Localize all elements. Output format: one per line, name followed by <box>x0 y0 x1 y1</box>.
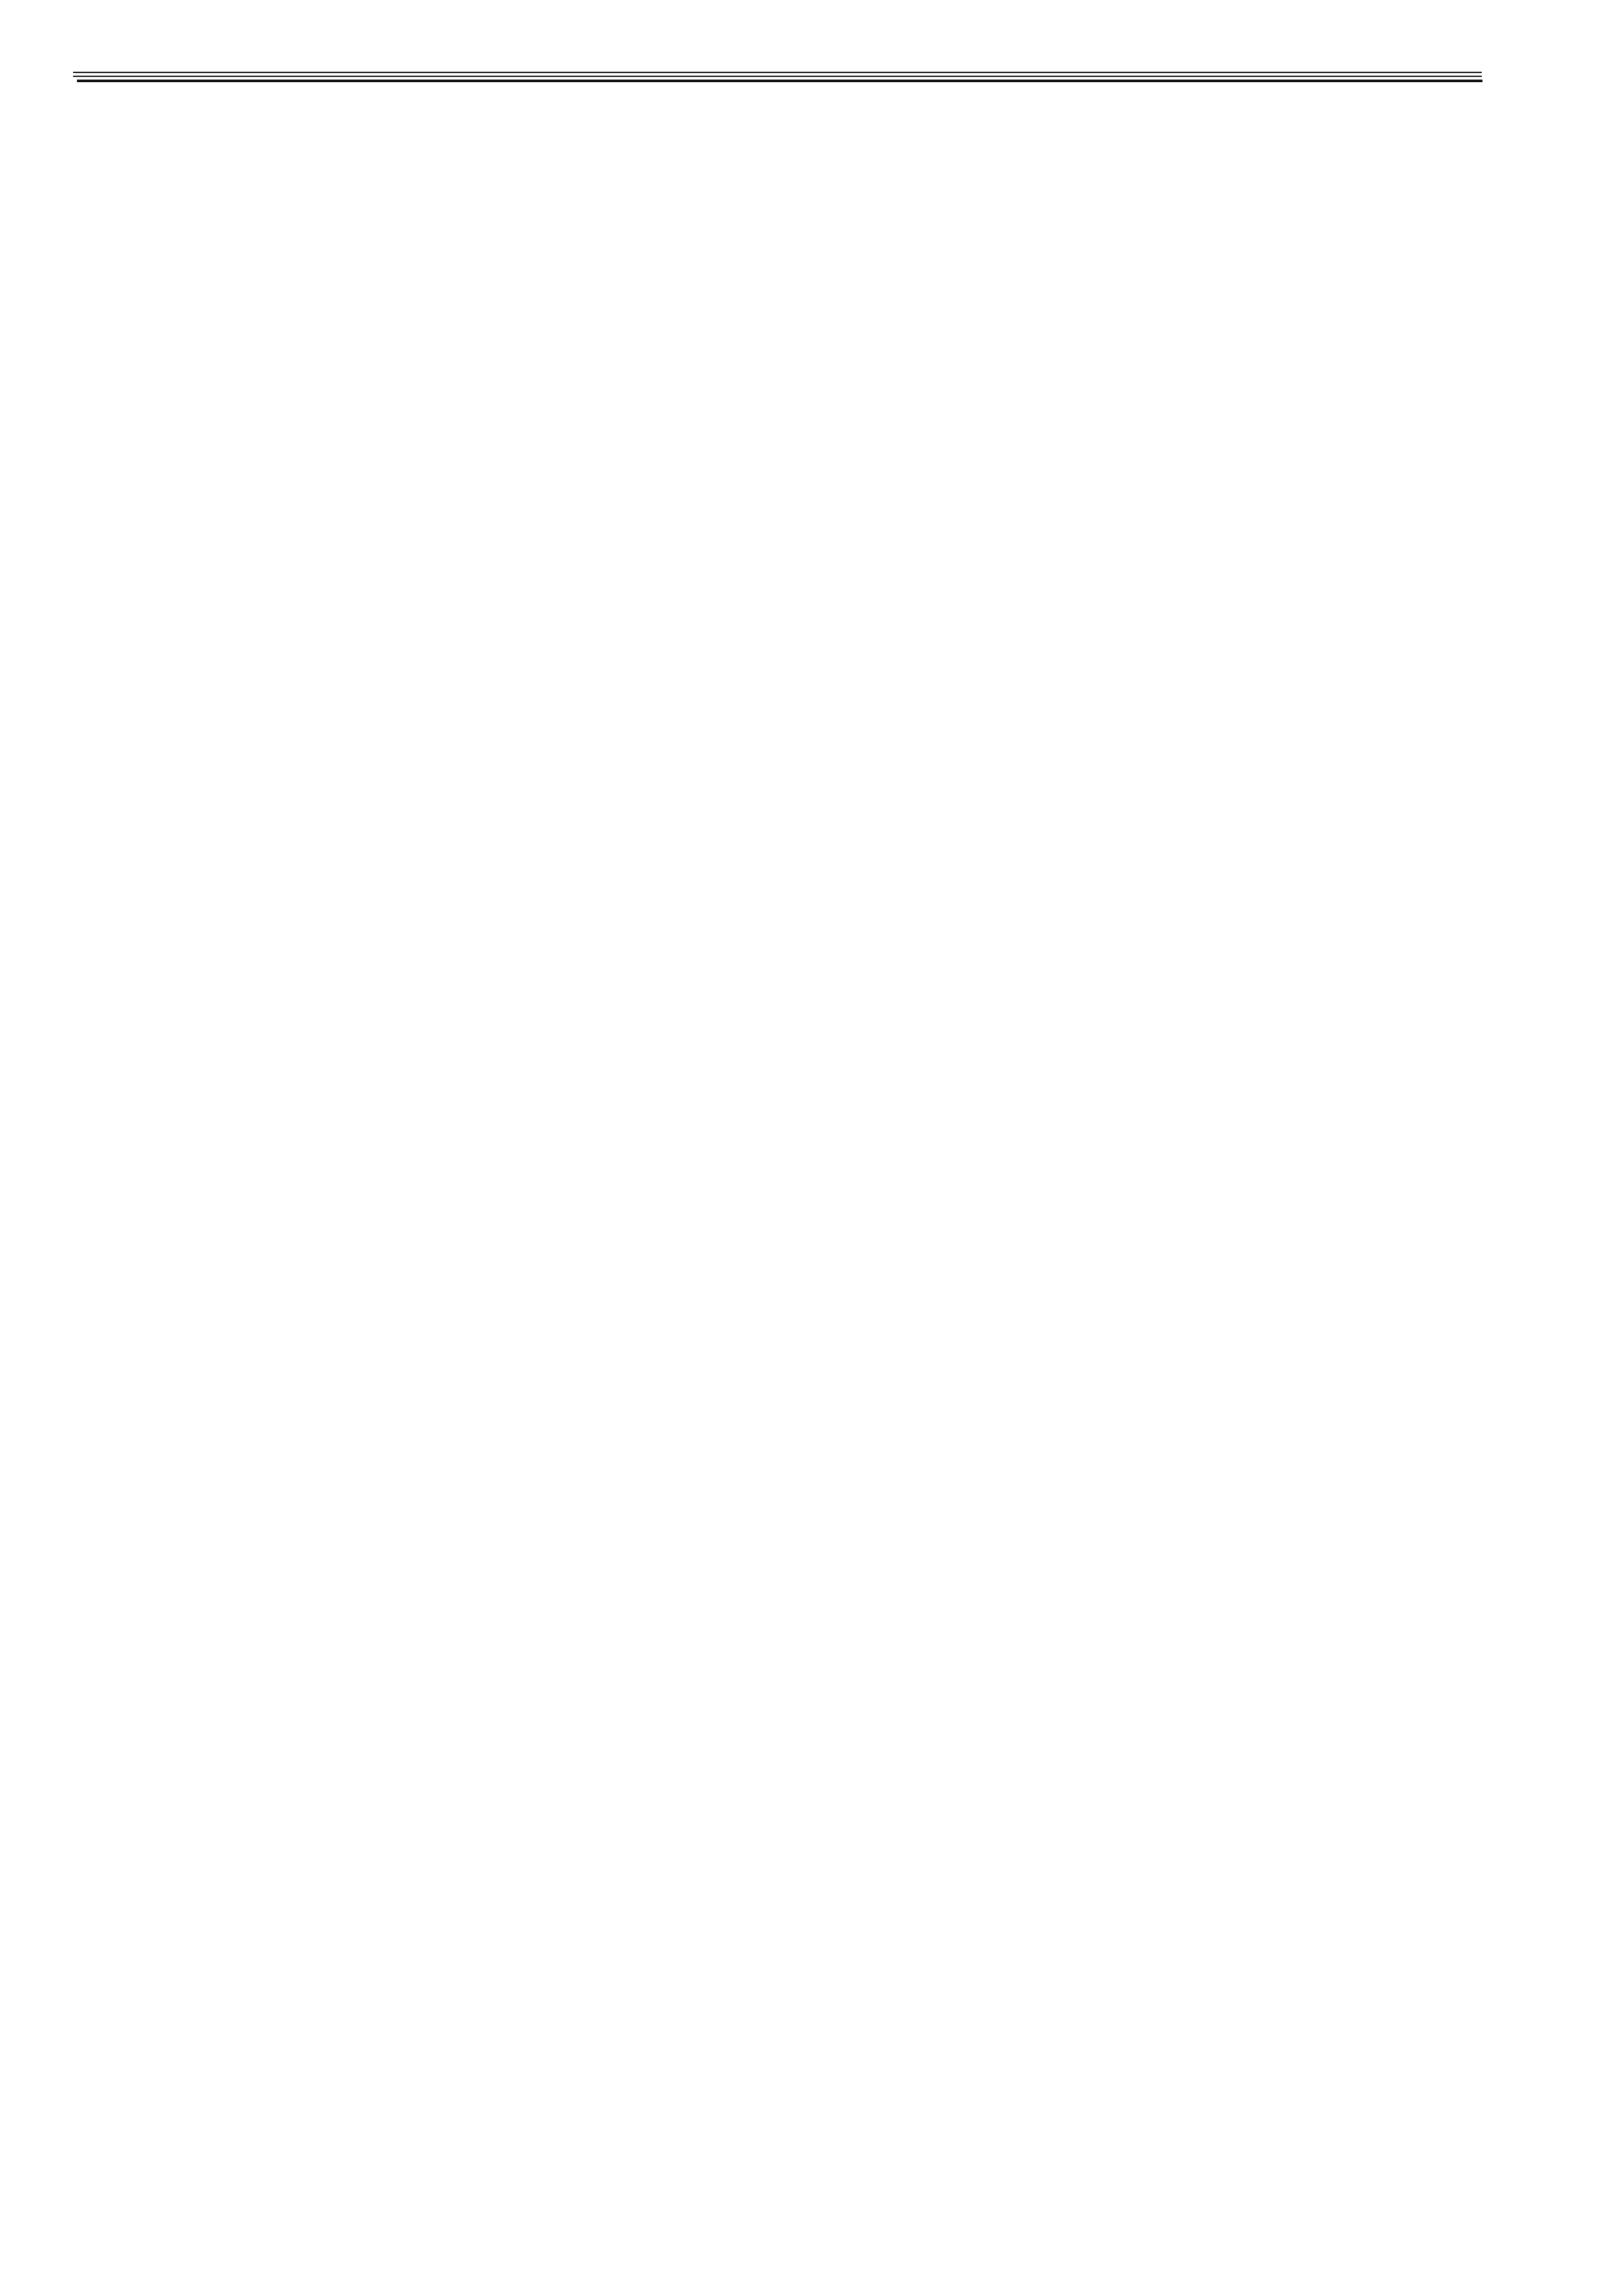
header-rule-double <box>73 76 1482 77</box>
header-rule <box>73 72 1482 73</box>
col-num <box>247 80 535 82</box>
col-num <box>1214 80 1355 82</box>
col-num <box>1355 80 1482 82</box>
col-num <box>78 80 247 82</box>
col-num <box>535 80 645 82</box>
column-number-row <box>78 80 1482 82</box>
col-num <box>645 80 794 82</box>
table-body <box>78 80 1482 82</box>
col-num <box>1074 80 1214 82</box>
col-num <box>794 80 934 82</box>
col-num <box>934 80 1074 82</box>
rates-table <box>77 80 1482 82</box>
